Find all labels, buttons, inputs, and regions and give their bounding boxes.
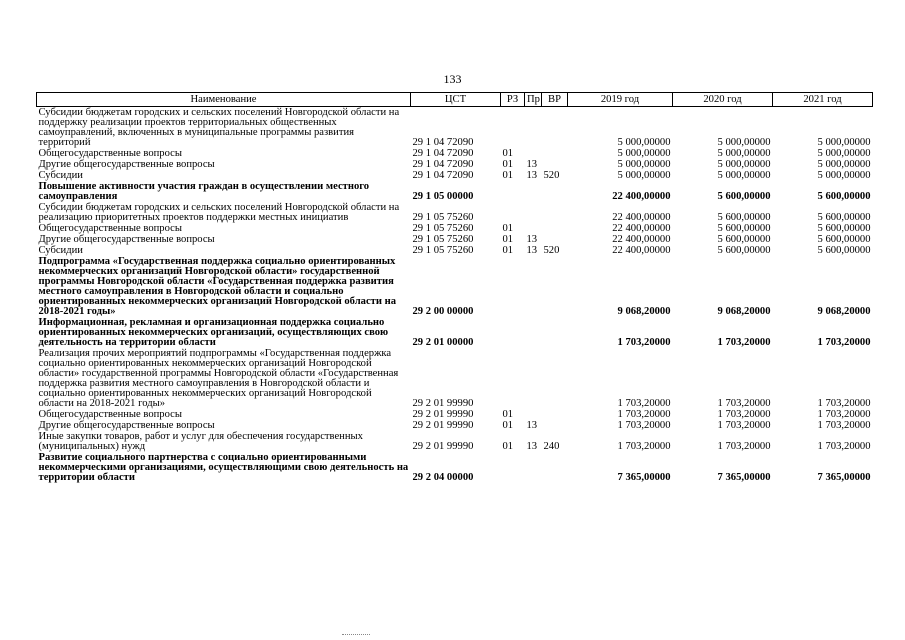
row-value-2021: 5 000,00000 bbox=[817, 148, 871, 159]
row-value-2021: 9 068,20000 bbox=[817, 306, 871, 317]
row-value-2019: 5 000,00000 bbox=[617, 170, 671, 181]
row-name: Другие общегосударственные вопросы bbox=[38, 420, 215, 431]
row-value-2019: 5 000,00000 bbox=[617, 137, 671, 148]
table-row bbox=[37, 234, 873, 245]
row-cst: 29 1 04 72090 bbox=[412, 137, 474, 148]
table-row bbox=[37, 245, 873, 256]
row-value-2021: 5 600,00000 bbox=[817, 245, 871, 256]
row-value-2019: 1 703,20000 bbox=[617, 337, 671, 348]
row-value-2021: 1 703,20000 bbox=[817, 420, 871, 431]
row-vr: 240 bbox=[543, 441, 560, 452]
row-value-2021: 5 000,00000 bbox=[817, 170, 871, 181]
table-row bbox=[37, 348, 873, 409]
header-2019: 2019 год bbox=[568, 93, 673, 107]
row-rz: 01 bbox=[502, 245, 514, 256]
table-row bbox=[37, 202, 873, 223]
row-vr bbox=[542, 452, 568, 483]
table-row bbox=[37, 223, 873, 234]
table-row bbox=[37, 159, 873, 170]
table-row bbox=[37, 317, 873, 348]
row-value-2019: 1 703,20000 bbox=[617, 441, 671, 452]
row-value-2021: 1 703,20000 bbox=[817, 441, 871, 452]
row-value-2019: 22 400,00000 bbox=[612, 234, 671, 245]
row-value-2021: 5 600,00000 bbox=[817, 234, 871, 245]
table-header bbox=[37, 93, 873, 107]
row-pr bbox=[525, 409, 542, 420]
row-rz: 01 bbox=[502, 148, 514, 159]
row-pr bbox=[525, 348, 542, 409]
row-cst: 29 1 05 75260 bbox=[412, 234, 474, 245]
row-rz bbox=[501, 452, 525, 483]
row-vr: 520 bbox=[543, 245, 560, 256]
row-rz: 01 bbox=[502, 223, 514, 234]
row-name: Субсидии бюджетам городских и сельских поселений Новгородской области на реализацию приоритетных проектов поддержки местных инициатив bbox=[38, 202, 400, 223]
row-vr bbox=[542, 234, 568, 245]
header-2020: 2020 год bbox=[673, 93, 773, 107]
table-row bbox=[37, 420, 873, 431]
table-row bbox=[37, 107, 873, 149]
row-pr: 13 bbox=[526, 245, 538, 256]
row-value-2020: 9 068,20000 bbox=[717, 306, 771, 317]
row-value-2020: 5 600,00000 bbox=[717, 223, 771, 234]
row-vr bbox=[542, 420, 568, 431]
row-name: Другие общегосударственные вопросы bbox=[38, 159, 215, 170]
row-value-2021: 1 703,20000 bbox=[817, 337, 871, 348]
row-value-2019: 22 400,00000 bbox=[612, 245, 671, 256]
row-value-2020: 1 703,20000 bbox=[717, 337, 771, 348]
row-vr bbox=[542, 159, 568, 170]
row-rz: 01 bbox=[502, 170, 514, 181]
row-value-2020: 5 600,00000 bbox=[717, 191, 771, 202]
header-2021: 2021 год bbox=[773, 93, 873, 107]
row-name: Иные закупки товаров, работ и услуг для обеспечения государственных (муниципальных) нужд bbox=[38, 431, 363, 452]
row-value-2020: 7 365,00000 bbox=[717, 472, 771, 483]
row-value-2020: 5 000,00000 bbox=[717, 137, 771, 148]
row-cst: 29 1 05 75260 bbox=[412, 245, 474, 256]
row-value-2020: 5 000,00000 bbox=[717, 170, 771, 181]
row-rz: 01 bbox=[502, 409, 514, 420]
row-rz bbox=[501, 348, 525, 409]
row-name: Общегосударственные вопросы bbox=[38, 148, 182, 159]
row-value-2019: 1 703,20000 bbox=[617, 420, 671, 431]
row-pr: 13 bbox=[526, 170, 538, 181]
row-rz bbox=[501, 181, 525, 202]
row-value-2019: 5 000,00000 bbox=[617, 159, 671, 170]
header-name: Наименование bbox=[37, 93, 411, 107]
row-cst: 29 1 04 72090 bbox=[412, 170, 474, 181]
row-cst: 29 1 05 00000 bbox=[412, 191, 474, 202]
budget-table bbox=[36, 92, 873, 483]
row-value-2021: 5 600,00000 bbox=[817, 191, 871, 202]
row-vr bbox=[542, 348, 568, 409]
row-name: Реализация прочих мероприятий подпрограммы «Государственная поддержка социально ориентированных некоммерческих организаций Новгородской области» государственной программы Новгородской области «Государственная поддержка развития местного самоуправления в Новгородской области и социально ориентированных некоммерческих организаций Новгородской области на 2018-2021 годы» bbox=[38, 348, 399, 409]
row-vr bbox=[542, 317, 568, 348]
row-pr: 13 bbox=[526, 420, 538, 431]
table-row bbox=[37, 170, 873, 181]
row-vr bbox=[542, 409, 568, 420]
table-row bbox=[37, 256, 873, 317]
row-name: Субсидии bbox=[38, 245, 83, 256]
row-rz bbox=[501, 107, 525, 149]
page-number: 133 bbox=[443, 72, 462, 86]
row-rz: 01 bbox=[502, 159, 514, 170]
row-value-2020: 1 703,20000 bbox=[717, 398, 771, 409]
row-value-2020: 5 600,00000 bbox=[717, 245, 771, 256]
row-vr: 520 bbox=[543, 170, 560, 181]
row-value-2021: 5 000,00000 bbox=[817, 159, 871, 170]
row-value-2020: 5 600,00000 bbox=[717, 212, 771, 223]
row-pr bbox=[525, 181, 542, 202]
row-value-2019: 5 000,00000 bbox=[617, 148, 671, 159]
row-vr bbox=[542, 181, 568, 202]
table-row bbox=[37, 452, 873, 483]
row-rz: 01 bbox=[502, 441, 514, 452]
row-vr bbox=[542, 148, 568, 159]
row-pr bbox=[525, 452, 542, 483]
row-value-2021: 5 600,00000 bbox=[817, 212, 871, 223]
page-edge-mark bbox=[342, 634, 370, 637]
row-name: Информационная, рекламная и организационная поддержка социально ориентированных некоммерческих организаций, осуществляющих свою деятельность на территории области bbox=[38, 317, 389, 348]
row-value-2021: 7 365,00000 bbox=[817, 472, 871, 483]
row-rz: 01 bbox=[502, 420, 514, 431]
row-vr bbox=[542, 107, 568, 149]
row-name: Субсидии bbox=[38, 170, 83, 181]
row-value-2019: 1 703,20000 bbox=[617, 409, 671, 420]
row-cst: 29 1 05 75260 bbox=[412, 223, 474, 234]
row-pr bbox=[525, 317, 542, 348]
row-cst: 29 2 04 00000 bbox=[412, 472, 474, 483]
header-cst: ЦСТ bbox=[411, 93, 501, 107]
row-pr bbox=[525, 202, 542, 223]
row-vr bbox=[542, 256, 568, 317]
row-value-2020: 5 600,00000 bbox=[717, 234, 771, 245]
row-name: Подпрограмма «Государственная поддержка социально ориентированных некоммерческих организаций Новгородской области» государственной программы Новгородской области «Государственная поддержка развития местного самоуправления в Новгородской области и социально ориентированных некоммерческих организаций Новгородской области на 2018-2021 годы» bbox=[38, 256, 397, 317]
row-value-2019: 1 703,20000 bbox=[617, 398, 671, 409]
row-value-2020: 5 000,00000 bbox=[717, 159, 771, 170]
row-name: Другие общегосударственные вопросы bbox=[38, 234, 215, 245]
row-cst: 29 2 01 99990 bbox=[412, 441, 474, 452]
row-value-2021: 1 703,20000 bbox=[817, 398, 871, 409]
row-cst: 29 2 01 00000 bbox=[412, 337, 474, 348]
row-value-2019: 22 400,00000 bbox=[612, 191, 671, 202]
row-cst: 29 2 01 99990 bbox=[412, 420, 474, 431]
row-name: Общегосударственные вопросы bbox=[38, 409, 182, 420]
row-pr: 13 bbox=[526, 159, 538, 170]
row-cst: 29 1 05 75260 bbox=[412, 212, 474, 223]
row-vr bbox=[542, 202, 568, 223]
row-pr: 13 bbox=[526, 234, 538, 245]
row-value-2021: 1 703,20000 bbox=[817, 409, 871, 420]
row-pr bbox=[525, 107, 542, 149]
row-name: Общегосударственные вопросы bbox=[38, 223, 182, 234]
row-value-2021: 5 000,00000 bbox=[817, 137, 871, 148]
row-name: Развитие социального партнерства с социально ориентированными некоммерческими организациями, осуществляющими свою деятельность на территории области bbox=[38, 452, 409, 483]
row-cst: 29 1 04 72090 bbox=[412, 159, 474, 170]
header-pr: Пр bbox=[525, 93, 542, 107]
row-value-2019: 7 365,00000 bbox=[617, 472, 671, 483]
row-name: Повышение активности участия граждан в осуществлении местного самоуправления bbox=[38, 181, 370, 202]
row-pr bbox=[525, 223, 542, 234]
row-cst: 29 2 01 99990 bbox=[412, 398, 474, 409]
row-rz bbox=[501, 317, 525, 348]
row-value-2019: 22 400,00000 bbox=[612, 212, 671, 223]
row-value-2020: 1 703,20000 bbox=[717, 409, 771, 420]
row-pr bbox=[525, 148, 542, 159]
row-value-2020: 1 703,20000 bbox=[717, 420, 771, 431]
table-row bbox=[37, 431, 873, 452]
row-value-2021: 5 600,00000 bbox=[817, 223, 871, 234]
row-value-2019: 22 400,00000 bbox=[612, 223, 671, 234]
row-pr: 13 bbox=[526, 441, 538, 452]
row-rz bbox=[501, 202, 525, 223]
row-rz bbox=[501, 256, 525, 317]
table-row bbox=[37, 409, 873, 420]
row-cst: 29 2 01 99990 bbox=[412, 409, 474, 420]
header-vr: ВР bbox=[542, 93, 568, 107]
row-rz: 01 bbox=[502, 234, 514, 245]
row-pr bbox=[525, 256, 542, 317]
row-vr bbox=[542, 223, 568, 234]
table-row bbox=[37, 181, 873, 202]
row-cst: 29 1 04 72090 bbox=[412, 148, 474, 159]
row-name: Субсидии бюджетам городских и сельских поселений Новгородской области на поддержку реализации проектов территориальных общественных самоуправлений, включенных в муниципальные программы развития территорий bbox=[38, 107, 400, 148]
row-value-2019: 9 068,20000 bbox=[617, 306, 671, 317]
row-cst: 29 2 00 00000 bbox=[412, 306, 474, 317]
header-rz: РЗ bbox=[501, 93, 525, 107]
row-value-2020: 5 000,00000 bbox=[717, 148, 771, 159]
row-value-2020: 1 703,20000 bbox=[717, 441, 771, 452]
table-row bbox=[37, 148, 873, 159]
